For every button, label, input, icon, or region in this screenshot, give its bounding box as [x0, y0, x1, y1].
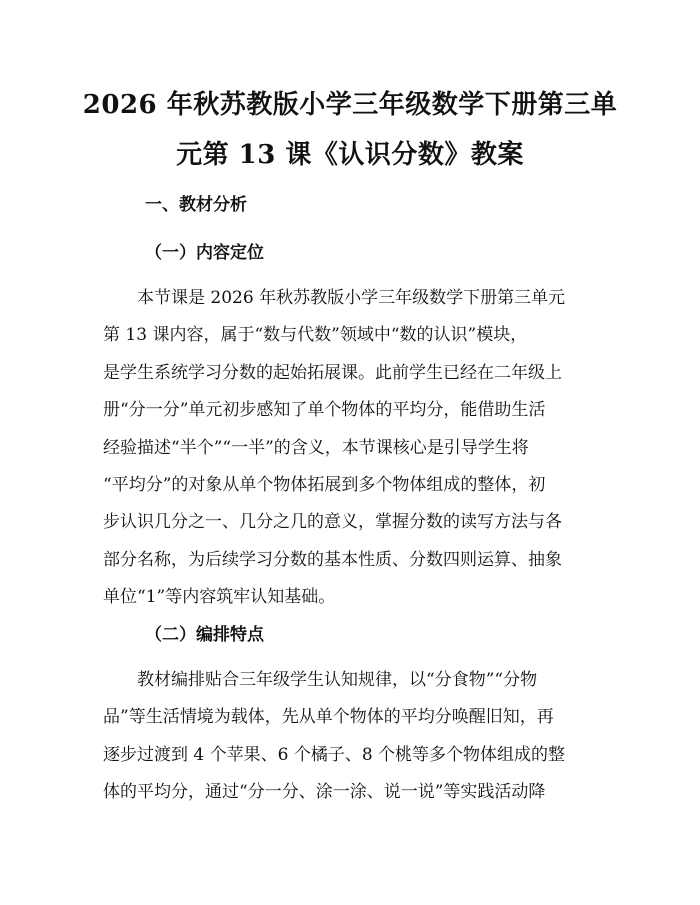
subsection-heading-arrangement-features: （二）编排特点 — [145, 625, 264, 645]
paragraph-line: 单位“1”等内容筑牢认知基础。 — [103, 587, 336, 608]
section-heading-teaching-material-analysis: 一、教材分析 — [145, 195, 247, 215]
paragraph-content-positioning — [103, 280, 603, 617]
document-title-line-2: 元第 13 课《认识分数》教案 — [176, 140, 524, 170]
document-title-line-1: 2026 年秋苏教版小学三年级数学下册第三单 — [82, 90, 618, 120]
paragraph-line: 体的平均分，通过“分一分、涂一涂、说一说”等实践活动降 — [103, 782, 546, 803]
paragraph-arrangement-features — [103, 662, 603, 812]
paragraph-line: 部分名称，为后续学习分数的基本性质、分数四则运算、抽象 — [103, 549, 562, 570]
paragraph-line: “平均分”的对象从单个物体拓展到多个物体组成的整体，初 — [103, 474, 546, 495]
subsection-heading-content-positioning: （一）内容定位 — [145, 243, 264, 263]
paragraph-line: 品”等生活情境为载体，先从单个物体的平均分唤醒旧知，再 — [103, 707, 554, 728]
paragraph-line: 册“分一分”单元初步感知了单个物体的平均分，能借助生活 — [103, 400, 546, 421]
paragraph-line: 步认识几分之一、几分之几的意义，掌握分数的读写方法与各 — [103, 512, 562, 533]
paragraph-line: 是学生系统学习分数的起始拓展课。此前学生已经在二年级上 — [103, 362, 562, 383]
paragraph-line: 教材编排贴合三年级学生认知规律，以“分食物”“分物 — [137, 670, 538, 690]
paragraph-line: 第 13 课内容，属于“数与代数”领域中“数的认识”模块， — [103, 325, 528, 346]
paragraph-line: 本节课是 2026 年秋苏教版小学三年级数学下册第三单元 — [137, 288, 566, 308]
paragraph-line: 经验描述“半个”“一半”的含义，本节课核心是引导学生将 — [103, 437, 529, 458]
paragraph-line: 逐步过渡到 4 个苹果、6 个橘子、8 个桃等多个物体组成的整 — [103, 744, 566, 765]
